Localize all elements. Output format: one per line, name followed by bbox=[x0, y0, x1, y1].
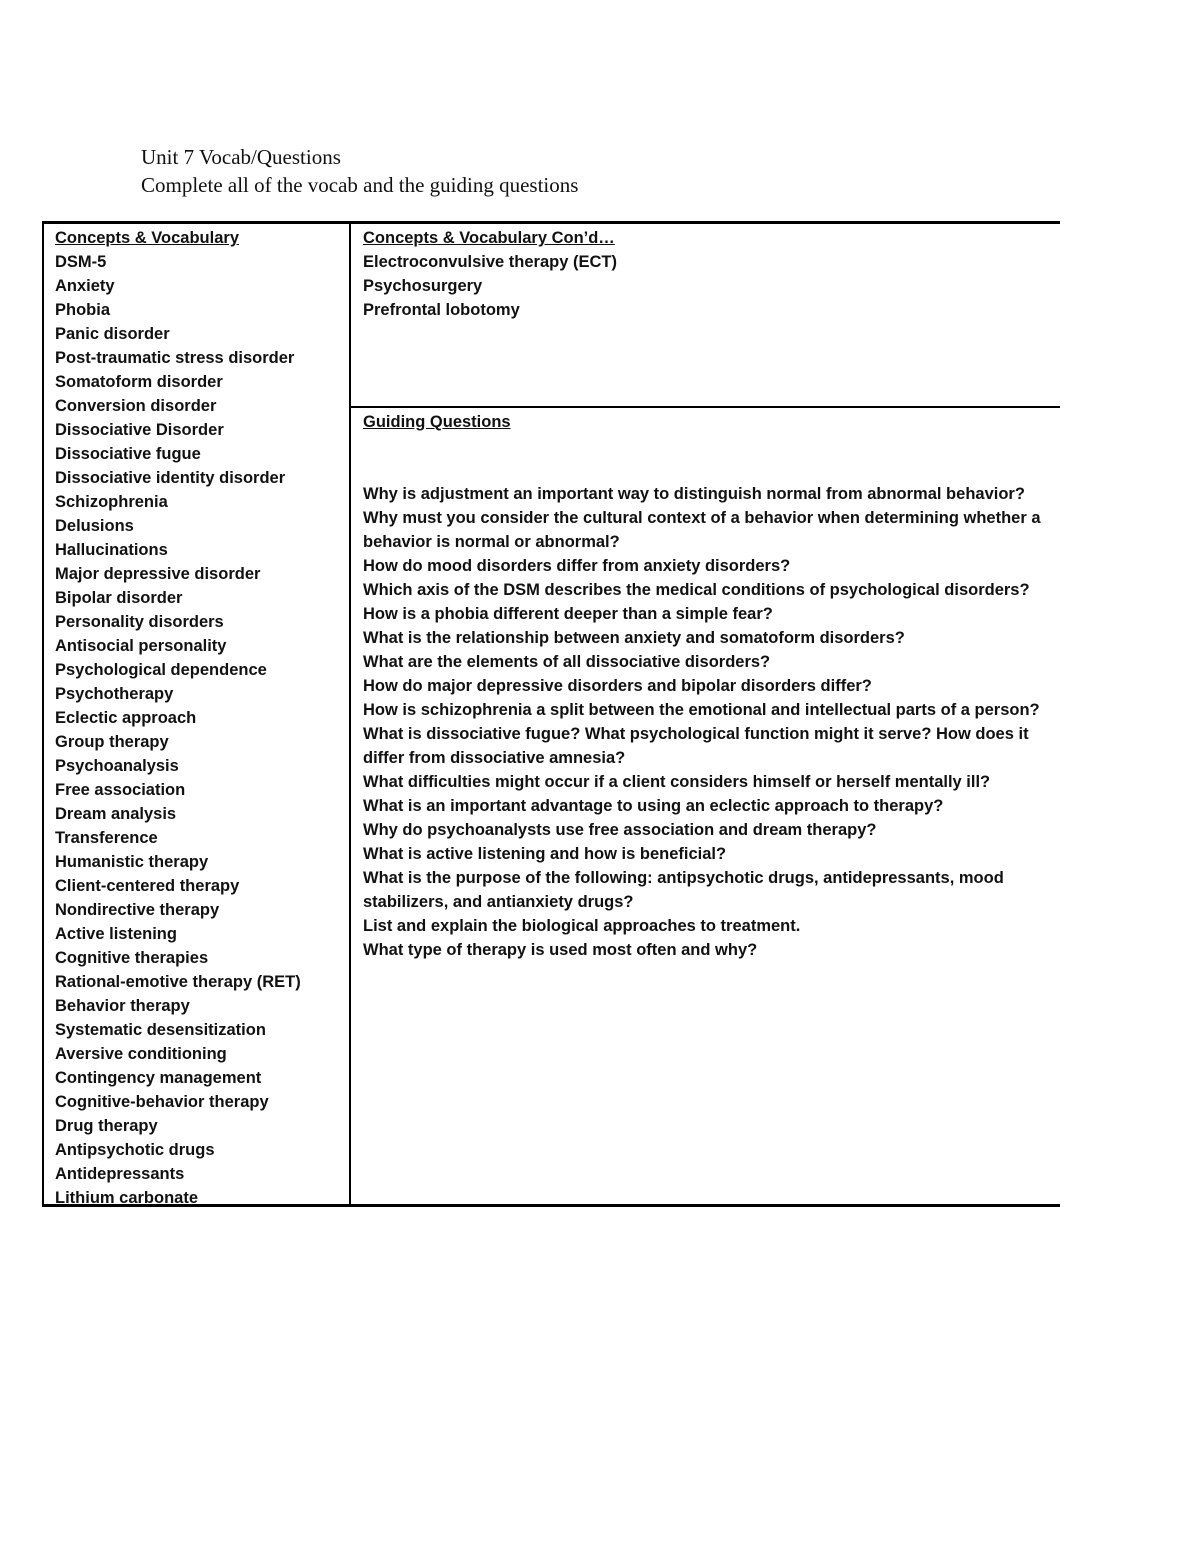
vocabulary-term: Bipolar disorder bbox=[55, 589, 183, 607]
vocabulary-term: Humanistic therapy bbox=[55, 853, 209, 871]
vocabulary-term: Psychosurgery bbox=[363, 277, 483, 295]
vocabulary-term: Free association bbox=[55, 781, 186, 799]
guiding-question: Why is adjustment an important way to distinguish normal from abnormal behavior? bbox=[363, 485, 1025, 503]
vocabulary-term: Antipsychotic drugs bbox=[55, 1141, 215, 1159]
vocabulary-heading: Concepts & Vocabulary bbox=[55, 229, 239, 247]
vocabulary-term: Active listening bbox=[55, 925, 177, 943]
vocabulary-continued-heading: Concepts & Vocabulary Con’d… bbox=[363, 229, 615, 247]
vocabulary-term: Dream analysis bbox=[55, 805, 177, 823]
guiding-question: How is a phobia different deeper than a simple fear? bbox=[363, 605, 773, 623]
guiding-question: What are the elements of all dissociative disorders? bbox=[363, 653, 771, 671]
vocabulary-term: Conversion disorder bbox=[55, 397, 217, 415]
vocabulary-term: Panic disorder bbox=[55, 325, 170, 343]
vocabulary-term: Psychological dependence bbox=[55, 661, 267, 679]
vocabulary-term: Schizophrenia bbox=[55, 493, 168, 511]
vocabulary-term: Dissociative fugue bbox=[55, 445, 201, 463]
vocabulary-continued-cell bbox=[351, 224, 1060, 408]
guiding-question: How do mood disorders differ from anxiety disorders? bbox=[363, 557, 791, 575]
guiding-questions-list bbox=[363, 482, 1048, 962]
vocabulary-term: Lithium carbonate bbox=[55, 1189, 199, 1207]
vocabulary-term: Major depressive disorder bbox=[55, 565, 261, 583]
vocabulary-term: Drug therapy bbox=[55, 1117, 158, 1135]
blank-space bbox=[363, 434, 1048, 482]
vocabulary-term: Eclectic approach bbox=[55, 709, 197, 727]
guiding-question: What is active listening and how is beneficial? bbox=[363, 845, 727, 863]
vocabulary-list bbox=[55, 250, 349, 1210]
vocabulary-term: Aversive conditioning bbox=[55, 1045, 227, 1063]
vocabulary-term: Contingency management bbox=[55, 1069, 262, 1087]
vocabulary-term: Behavior therapy bbox=[55, 997, 190, 1015]
vocabulary-term: Rational-emotive therapy (RET) bbox=[55, 973, 301, 991]
vocabulary-term: Systematic desensitization bbox=[55, 1021, 266, 1039]
vocabulary-term: Somatoform disorder bbox=[55, 373, 223, 391]
document-header bbox=[141, 143, 578, 199]
guiding-question: What is the purpose of the following: antipsychotic drugs, antidepressants, mood stabilizers, and antianxiety drugs? bbox=[363, 869, 1004, 911]
guiding-question: Why must you consider the cultural context of a behavior when determining whether a behavior is normal or abnormal? bbox=[363, 509, 1041, 551]
guiding-question: What type of therapy is used most often and why? bbox=[363, 941, 758, 959]
vocabulary-term: Dissociative Disorder bbox=[55, 421, 224, 439]
vocabulary-term: Dissociative identity disorder bbox=[55, 469, 286, 487]
guiding-questions-heading: Guiding Questions bbox=[363, 413, 511, 431]
guiding-question: Which axis of the DSM describes the medical conditions of psychological disorders? bbox=[363, 581, 1030, 599]
guiding-question: What is the relationship between anxiety and somatoform disorders? bbox=[363, 629, 905, 647]
vocabulary-term: Psychoanalysis bbox=[55, 757, 179, 775]
document-title: Unit 7 Vocab/Questions bbox=[141, 145, 341, 169]
vocabulary-term: Anxiety bbox=[55, 277, 115, 295]
vocabulary-term: Antidepressants bbox=[55, 1165, 185, 1183]
guiding-question: What is an important advantage to using an eclectic approach to therapy? bbox=[363, 797, 944, 815]
guiding-questions-cell bbox=[351, 408, 1060, 962]
vocabulary-term: DSM-5 bbox=[55, 253, 107, 271]
vocabulary-term: Personality disorders bbox=[55, 613, 224, 631]
vocabulary-term: Cognitive therapies bbox=[55, 949, 209, 967]
guiding-question: How is schizophrenia a split between the emotional and intellectual parts of a person? bbox=[363, 701, 1040, 719]
vocab-questions-table bbox=[42, 221, 1060, 1207]
vocabulary-term: Transference bbox=[55, 829, 158, 847]
vocabulary-term: Phobia bbox=[55, 301, 111, 319]
vocabulary-term: Post-traumatic stress disorder bbox=[55, 349, 295, 367]
vocabulary-term: Cognitive-behavior therapy bbox=[55, 1093, 269, 1111]
vocabulary-continued-list bbox=[363, 250, 1060, 322]
vocabulary-term: Nondirective therapy bbox=[55, 901, 220, 919]
vocabulary-term: Psychotherapy bbox=[55, 685, 174, 703]
document-instructions: Complete all of the vocab and the guiding questions bbox=[141, 173, 579, 197]
vocabulary-column bbox=[44, 224, 351, 1207]
guiding-question: Why do psychoanalysts use free association and dream therapy? bbox=[363, 821, 877, 839]
right-column bbox=[351, 224, 1060, 1204]
vocabulary-term: Electroconvulsive therapy (ECT) bbox=[363, 253, 617, 271]
guiding-question: How do major depressive disorders and bipolar disorders differ? bbox=[363, 677, 872, 695]
vocabulary-term: Delusions bbox=[55, 517, 134, 535]
vocabulary-term: Antisocial personality bbox=[55, 637, 227, 655]
vocabulary-term: Group therapy bbox=[55, 733, 169, 751]
guiding-question: List and explain the biological approaches to treatment. bbox=[363, 917, 801, 935]
vocabulary-term: Prefrontal lobotomy bbox=[363, 301, 520, 319]
vocabulary-term: Hallucinations bbox=[55, 541, 168, 559]
guiding-question: What difficulties might occur if a client considers himself or herself mentally ill? bbox=[363, 773, 991, 791]
guiding-question: What is dissociative fugue? What psychological function might it serve? How does it differ from dissociative amnesia? bbox=[363, 725, 1029, 767]
vocabulary-term: Client-centered therapy bbox=[55, 877, 240, 895]
